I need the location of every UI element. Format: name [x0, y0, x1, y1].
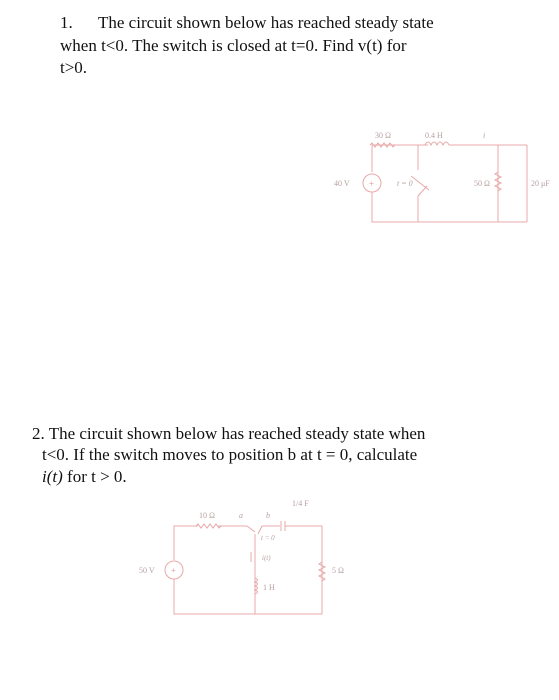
problem1-line2: when t<0. The switch is closed at t=0. Find v(t) for	[60, 36, 407, 55]
circuit2-resistor-10ohm	[196, 524, 221, 528]
circuit1-inductor-label: 0.4 H	[425, 131, 443, 140]
circuit1-resistor-30ohm	[370, 143, 395, 147]
circuit2-node-b-label: b	[266, 511, 270, 520]
circuit2	[165, 521, 325, 614]
circuit2-current-label: i(t)	[262, 554, 271, 562]
circuit2-r1-label: 10 Ω	[199, 511, 215, 520]
circuit1-current-label: i	[483, 131, 486, 140]
circuit1-inductor	[425, 142, 449, 145]
problem1-number: 1.	[60, 13, 73, 32]
circuit1-switch-label: t = 0	[397, 179, 413, 188]
circuit1	[363, 142, 527, 222]
circuit2-switch-label: t = 0	[261, 534, 275, 542]
circuit1-r1-label: 30 Ω	[375, 131, 391, 140]
circuit2-wire-left-bottom	[174, 579, 322, 614]
circuit2-source-label: 50 V	[139, 566, 155, 575]
circuit2-node-a-label: a	[239, 511, 243, 520]
problem2-line3-rest: for t > 0.	[62, 467, 127, 486]
problem1-line3: t>0.	[60, 58, 88, 77]
circuit2-source-plus: +	[171, 566, 176, 575]
circuit2-switch	[247, 526, 262, 534]
circuit2-inductor-label: 1 H	[263, 583, 275, 592]
circuit1-source-plus: +	[369, 179, 374, 188]
circuit1-source-label: 40 V	[334, 179, 350, 188]
problem2-current-symbol: i(t)	[42, 467, 63, 486]
circuit2-wire-left-top	[174, 526, 198, 560]
circuit1-switch	[411, 176, 429, 196]
problem2-line1: 2. The circuit shown below has reached steady state when	[32, 424, 426, 443]
problem1-line1: The circuit shown below has reached steady state	[98, 13, 434, 32]
circuit1-capacitor-label: 20 μF	[531, 179, 550, 188]
circuit1-wire-left-bottom	[372, 192, 527, 222]
circuit2-capacitor-label: 1/4 F	[292, 499, 309, 508]
circuit2-r2-label: 5 Ω	[332, 566, 344, 575]
circuit1-r2-label: 50 Ω	[474, 179, 490, 188]
circuit1-wire	[372, 145, 428, 172]
problem2-line2: t<0. If the switch moves to position b at t = 0, calculate	[42, 445, 418, 464]
